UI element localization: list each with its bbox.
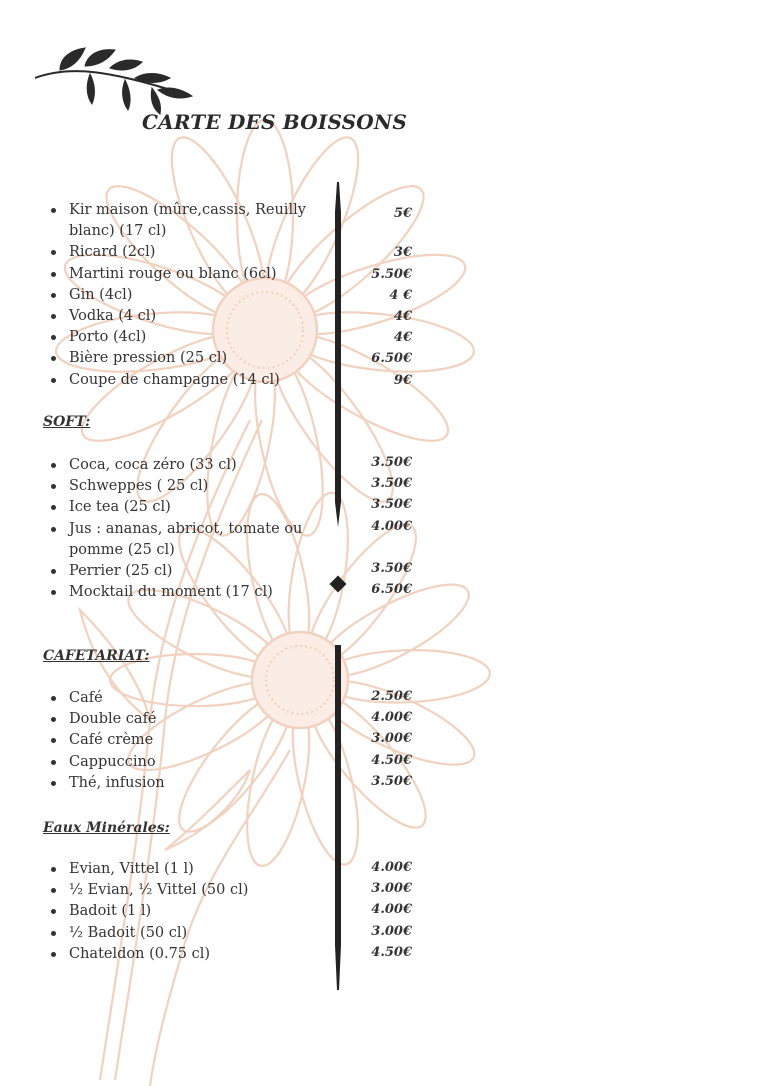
price: 5.50€: [371, 266, 412, 282]
list-item: Gin (4cl): [49, 285, 349, 306]
price: 3.00€: [371, 881, 412, 897]
list-item: Martini rouge ou blanc (6cl): [49, 264, 349, 285]
list-item: Kir maison (mûre,cassis, Reuilly blanc) (17 cl): [49, 200, 349, 242]
price: 6.50€: [371, 582, 412, 598]
list-item: Porto (4cl): [49, 327, 349, 348]
list-item: Coupe de champagne (14 cl): [49, 370, 349, 391]
list-item: ½ Badoit (50 cl): [49, 923, 349, 944]
list-item: Vodka (4 cl): [49, 306, 349, 327]
price: 4.00€: [371, 902, 412, 918]
section-heading-cafetariat: CAFETARIAT:: [43, 648, 150, 664]
section-heading-eaux: Eaux Minérales:: [43, 820, 170, 836]
cafetariat-list: [49, 688, 349, 794]
price: 2.50€: [371, 689, 412, 704]
price: 4.50€: [371, 752, 412, 768]
price: 4 €: [389, 287, 412, 303]
price: 3.50€: [371, 560, 412, 576]
price: 6.50€: [371, 351, 412, 367]
soft-prices: [352, 452, 412, 600]
page-title: CARTE DES BOISSONS: [142, 110, 408, 134]
price: 9€: [393, 372, 412, 388]
list-item: Double café: [49, 709, 349, 730]
price: 3.50€: [371, 455, 412, 470]
price: 3.50€: [371, 497, 412, 513]
price: 4€: [393, 308, 412, 324]
leaf-branch-icon: [30, 40, 200, 120]
list-item: Schweppes ( 25 cl): [49, 476, 349, 497]
aperitif-list: [49, 200, 349, 391]
list-item: Badoit (1 l): [49, 901, 349, 922]
eaux-prices: [352, 857, 412, 963]
aperitif-prices: [352, 200, 412, 391]
list-item: Jus : ananas, abricot, tomate ou pomme (25 cl): [49, 519, 349, 561]
cafetariat-prices: [352, 686, 412, 792]
list-item: Ice tea (25 cl): [49, 497, 349, 518]
price: 3.50€: [371, 476, 412, 492]
price: 4.00€: [371, 518, 412, 534]
eaux-list: [49, 859, 349, 965]
list-item: Coca, coca zéro (33 cl): [49, 455, 349, 476]
price: 4.50€: [371, 944, 412, 960]
list-item: Evian, Vittel (1 l): [49, 859, 349, 880]
price: 3.00€: [371, 923, 412, 939]
price: 3.50€: [371, 773, 412, 789]
list-item: Mocktail du moment (17 cl): [49, 582, 349, 603]
price: 4€: [393, 330, 412, 346]
list-item: Cappuccino: [49, 752, 349, 773]
list-item: Perrier (25 cl): [49, 561, 349, 582]
price: 4.00€: [371, 710, 412, 726]
price: 4.00€: [371, 860, 412, 875]
list-item: ½ Evian, ½ Vittel (50 cl): [49, 880, 349, 901]
list-item: Thé, infusion: [49, 773, 349, 794]
list-item: Chateldon (0.75 cl): [49, 944, 349, 965]
price: 3€: [393, 245, 412, 261]
list-item: Bière pression (25 cl): [49, 348, 349, 369]
list-item: Ricard (2cl): [49, 242, 349, 263]
list-item: Café: [49, 688, 349, 709]
list-item: Café crème: [49, 730, 349, 751]
section-heading-soft: SOFT:: [43, 414, 91, 430]
price: 3.00€: [371, 731, 412, 747]
price: 5€: [393, 206, 412, 221]
soft-list: [49, 455, 349, 603]
